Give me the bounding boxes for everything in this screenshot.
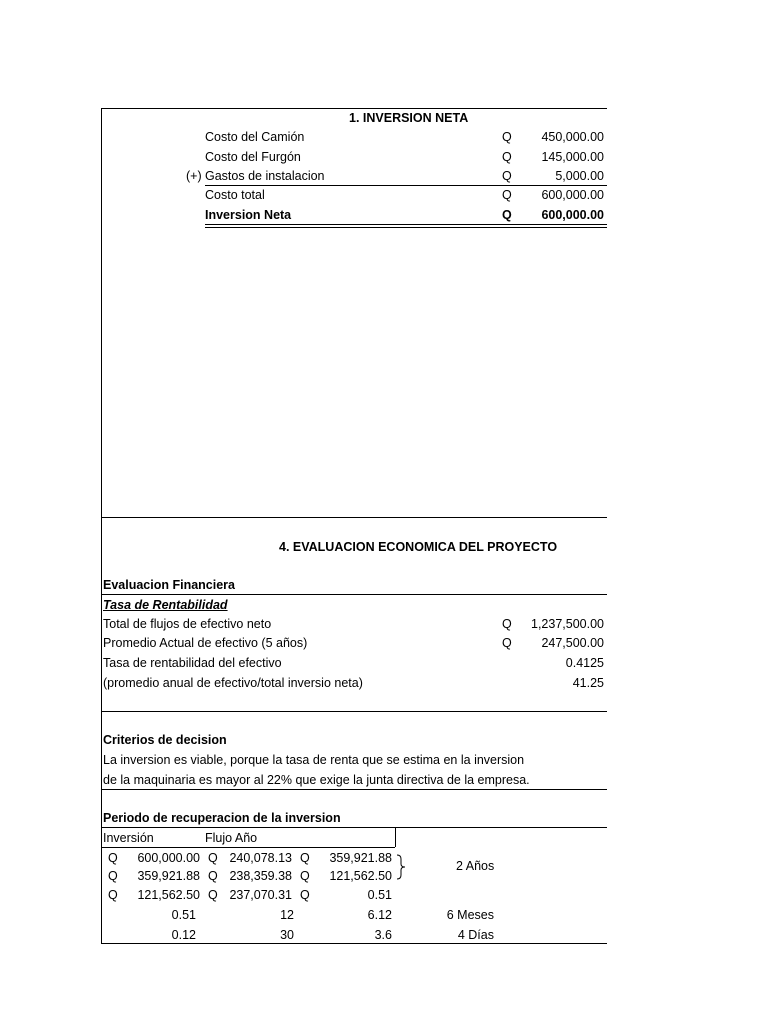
section1-row-label: Inversion Neta [205, 208, 292, 222]
criterios-text-line1: La inversion es viable, porque la tasa de renta que se estima en la inversion [103, 753, 525, 767]
criterios-heading: Criterios de decision [103, 733, 227, 747]
tasa-row-value: 41.25 [572, 676, 604, 690]
tasa-row-value: 1,237,500.00 [531, 617, 604, 631]
section1-row-label: Gastos de instalacion [205, 169, 325, 183]
currency-symbol: Q [502, 188, 512, 202]
periodo-saldo: 0.51 [367, 888, 392, 902]
periodo-flujo: 238,359.38 [229, 869, 292, 883]
section4-title: 4. EVALUACION ECONOMICA DEL PROYECTO [279, 540, 558, 554]
currency-symbol: Q [502, 208, 512, 222]
years-label: 2 Años [456, 859, 495, 873]
section1-row-amount: 600,000.00 [541, 208, 604, 222]
periodo-saldo: 121,562.50 [329, 869, 392, 883]
section1-row-label: Costo total [205, 188, 265, 202]
header-box-right [395, 827, 396, 847]
calc-label: 6 Meses [446, 908, 494, 922]
currency-symbol: Q [208, 888, 218, 902]
calc-result: 6.12 [367, 908, 392, 922]
tasa-row-label: Tasa de rentabilidad del efectivo [103, 656, 282, 670]
section1-row-prefix: (+) [186, 169, 202, 183]
currency-symbol: Q [300, 869, 310, 883]
periodo-header-bottom [101, 847, 395, 848]
criterios-top-divider [101, 711, 607, 712]
currency-symbol: Q [502, 169, 512, 183]
tasa-row-label: Promedio Actual de efectivo (5 años) [103, 636, 308, 650]
col-flujo-header: Flujo Año [205, 831, 258, 845]
calc-label: 4 Días [457, 928, 494, 942]
section1-top-border [101, 108, 607, 109]
tasa-row-label: Total de flujos de efectivo neto [103, 617, 272, 631]
periodo-inversion: 121,562.50 [137, 888, 200, 902]
currency-symbol: Q [502, 636, 512, 650]
periodo-heading: Periodo de recuperacion de la inversion [103, 811, 341, 825]
periodo-flujo: 237,070.31 [229, 888, 292, 902]
periodo-inversion: 359,921.88 [137, 869, 200, 883]
section1-row-amount: 450,000.00 [541, 130, 604, 144]
tasa-row-label: (promedio anual de efectivo/total inversio neta) [103, 676, 363, 690]
section1-row-label: Costo del Camión [205, 130, 305, 144]
tasa-heading: Tasa de Rentabilidad [103, 598, 228, 612]
section1-title: 1. INVERSION NETA [349, 111, 469, 125]
currency-symbol: Q [108, 851, 118, 865]
currency-symbol: Q [108, 869, 118, 883]
evaluacion-heading: Evaluacion Financiera [103, 578, 235, 592]
left-border [101, 108, 102, 944]
periodo-header-top [101, 827, 607, 828]
currency-symbol: Q [300, 851, 310, 865]
tasa-row-value: 0.4125 [565, 656, 604, 670]
currency-symbol: Q [300, 888, 310, 902]
section4-top-border [101, 517, 607, 518]
section1-row-label: Costo del Furgón [205, 150, 301, 164]
currency-symbol: Q [208, 869, 218, 883]
criterios-text-line2: de la maquinaria es mayor al 22% que exige la junta directiva de la empresa. [103, 773, 530, 787]
calc-fraction: 0.51 [171, 908, 196, 922]
calc-factor: 12 [280, 908, 294, 922]
currency-symbol: Q [208, 851, 218, 865]
criterios-bottom-divider [101, 789, 607, 790]
calc-fraction: 0.12 [171, 928, 196, 942]
periodo-saldo: 359,921.88 [329, 851, 392, 865]
section1-row-amount: 5,000.00 [555, 169, 604, 183]
calc-result: 3.6 [374, 928, 392, 942]
section4-bottom-border [101, 943, 607, 944]
subtotal-line [205, 185, 607, 186]
section1-row-amount: 145,000.00 [541, 150, 604, 164]
currency-symbol: Q [502, 150, 512, 164]
col-inversion-header: Inversión [103, 831, 154, 845]
total-double-underline [205, 224, 607, 228]
currency-symbol: Q [502, 130, 512, 144]
calc-factor: 30 [280, 928, 294, 942]
currency-symbol: Q [502, 617, 512, 631]
section1-row-amount: 600,000.00 [541, 188, 604, 202]
evaluacion-divider [101, 594, 607, 595]
currency-symbol: Q [108, 888, 118, 902]
periodo-inversion: 600,000.00 [137, 851, 200, 865]
periodo-flujo: 240,078.13 [229, 851, 292, 865]
bracket-icon [396, 854, 406, 880]
tasa-row-value: 247,500.00 [541, 636, 604, 650]
